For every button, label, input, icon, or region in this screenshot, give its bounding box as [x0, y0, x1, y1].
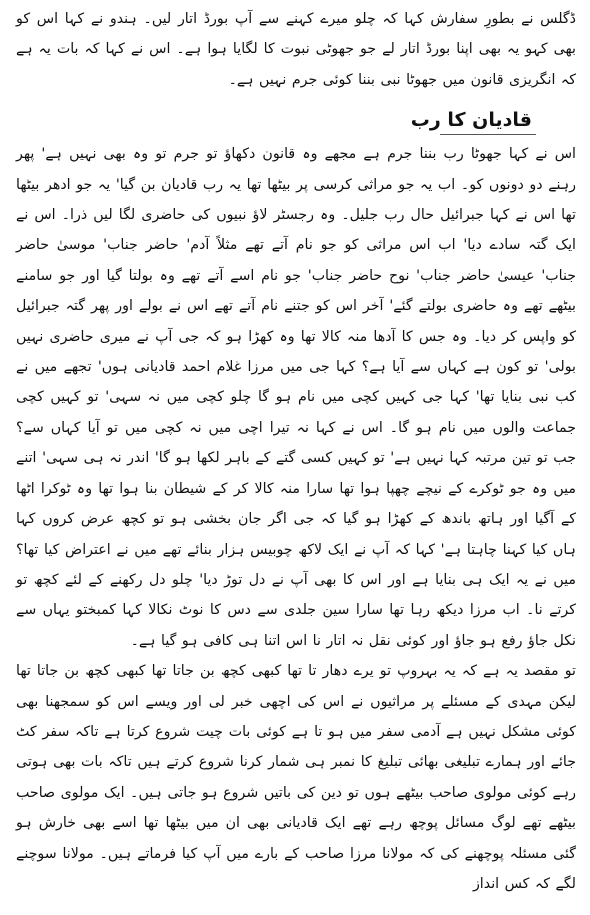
body-paragraph-one: اس نے کہا جھوٹا رب بننا جرم ہے مجھے وہ قانون دکھاؤ تو جرم تو وہ بھی نہیں ہے' پھر رہنے دو دونوں کو۔ اب یہ جو مراثی کرسی پر بیٹھا تھا یہ رب قادیان بن گیا' یہ جو ادھر بیٹھا تھا اس نے کہا جبرائیل حال رب جلیل۔ وہ رجسٹر لاؤ نبیوں کی حاضری لگا لیں ذرا۔ اس نے ایک گتہ سادے دیا' اب اس مراثی کو جو نام آتے تھے مثلاً آدم' حاضر جناب' موسیٰ حاضر جناب' عیسیٰ حاضر جناب' نوح حاضر جناب' جو نام اسے آتے تھے وہ بولتا گیا اور جو سامنے بیٹھے تھے وہ حاضری بولتے گئے' آخر اس کو جتنے نام آتے تھے اس نے بولے اور پھر گتہ جبرائیل کو واپس کر دیا۔ وہ جس کا آدھا منہ کالا تھا وہ کھڑا ہو کہ جی آپ نے میری حاضری نہیں بولی' تو کون ہے کہاں سے آیا ہے؟ کہا جی میں مرزا غلام احمد قادیانی ہوں' تجھے میں نے کب نبی بنایا تھا' کہا جی کہیں کچی میں نام ہو گا چلو کچی میں نہ سہی' تو کہیں کچی جماعت والوں میں نام ہو گا۔ اس نے کہا نہ تیرا اچی میں نہ کچی میں تو آیا کہاں سے؟ جب تو تین مرتبہ کہا نہیں ہے' تو کہیں کسی گتے کے باہر لکھا ہو گا' اندر نہ ہی سہی' اتنے میں وہ جو ٹوکرے کے نیچے چھپا ہوا تھا سارا منہ کالا کر کے شیطان بنا ہوا تھا وہ ٹوکرا اٹھا کے آگیا اور ہاتھ باندھ کے کھڑا ہو گیا کہ جی اگر جان بخشی ہو تو کچھ عرض کروں کہا ہاں کیا کہنا چاہتا ہے' کہا کہ آپ نے ایک لاکھ چوبیس ہزار بنائے تھے میں نے اعتراض کیا تھا؟ میں نے یہ ایک ہی بنایا ہے اور اس کا بھی آپ نے دل توڑ دیا' چلو دل رکھنے کے لئے کچھ تو کرتے نا۔ اب مرزا دیکھ رہا تھا سارا سین جلدی سے دس کا نوٹ نکالا کہا کمبختو یہاں سے نکل جاؤ رفع ہو جاؤ اور کوئی نقل نہ اتار نا اس اتنا ہی کافی ہو گیا ہے۔	[16, 146, 576, 649]
body-paragraph-two: تو مقصد یہ ہے کہ یہ بہروپ تو یرے دھار تا تھا کبھی کچھ بن جاتا تھا کبھی کچھ بن جاتا تھا لیکن مہدی کے مسئلے پر مراثیوں نے اس کی اچھی خبر لی اور ویسے اس کو سمجھنا بھی کوئی مشکل نہیں ہے آدمی سفر میں ہو تا ہے کوئی بات چیت شروع کرتا ہے تاکہ سفر کٹ جائے اور ہمارے تبلیغی بھائی تبلیغ کا نمبر ہی شمار کرنا شروع کرتے ہیں تاکہ بات بھی ہوتی رہے کوئی مولوی صاحب بیٹھے ہوں تو دین کی باتیں شروع ہو جاتی ہیں۔ ایک مولوی صاحب بیٹھے تھے لوگ مسائل پوچھ رہے تھے ایک قادیانی بھی ان میں بیٹھا تھا اسے بھی خارش ہو گئی مسئلہ پوچھنے کی کہ مولانا مرزا صاحب کے بارے میں آپ کیا فرماتے ہیں۔ مولانا سوچنے لگے کہ کس انداز	[16, 663, 576, 892]
section-heading	[16, 103, 576, 137]
heading-underline	[440, 134, 536, 135]
section-heading-text: قادیان کا رب	[410, 109, 532, 132]
intro-paragraph: ڈگلس نے بطورِ سفارش کہا کہ چلو میرے کہنے سے آپ بورڈ اتار لیں۔ ہندو نے کہا اس کو بھی کہو یہ بھی اپنا بورڈ اتار لے جو جھوٹی نبوت کا لگایا ہوا ہے۔ اس نے کہا کہ بات یہ ہے کہ انگریزی قانون میں جھوٹا نبی بننا کوئی جرم نہیں ہے۔	[16, 11, 576, 88]
